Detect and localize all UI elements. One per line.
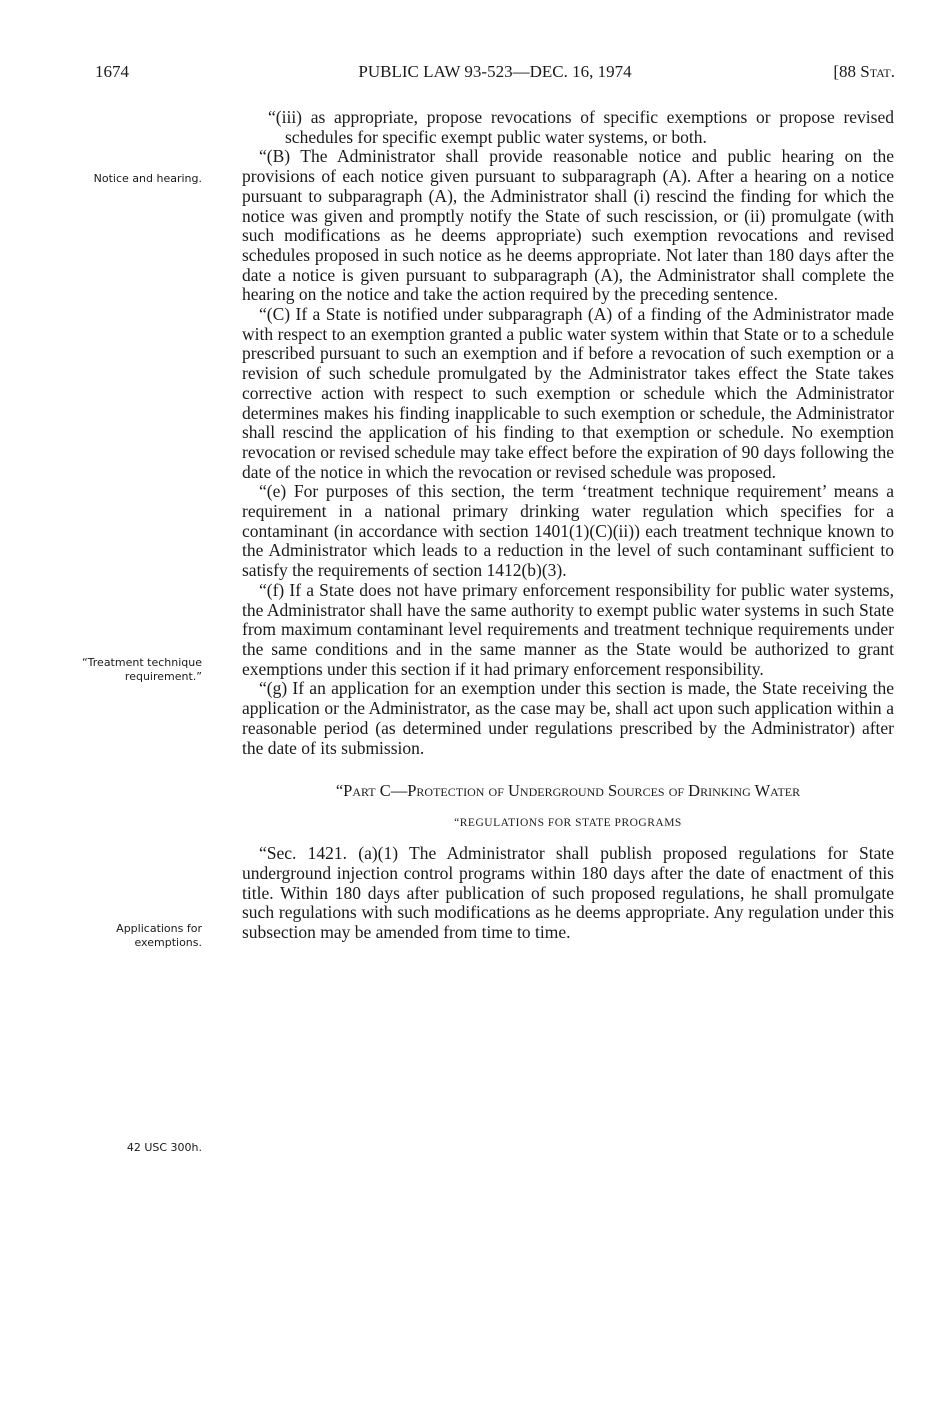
- volume-citation: [88 Stat.: [833, 62, 895, 81]
- running-title: PUBLIC LAW 93-523—DEC. 16, 1974: [358, 62, 632, 81]
- paragraph-f: “(f) If a State does not have primary enforcement responsibility for public water systems, the Administrator shall have the same authority to exempt public water systems in such State from maximum contaminant level requirements and treatment technique requirements under the same conditions and in the same manner as the State would be authorized to grant exemptions under this section if it had primary enforcement responsibility.: [242, 579, 894, 679]
- margin-note-treatment-technique: “Treatment technique requirement.”: [81, 656, 202, 683]
- paragraph-iii: “(iii) as appropriate, propose revocations of specific exemptions or propose revised schedules for specific exempt public water systems, or both.: [268, 107, 894, 147]
- section-subheading: “REGULATIONS FOR STATE PROGRAMS: [454, 817, 682, 830]
- page-number: 1674: [95, 62, 129, 81]
- margin-note-applications: Applications for exemptions.: [116, 922, 202, 949]
- part-heading: “Part C—Protection of Underground Sources of Drinking Water: [335, 781, 801, 801]
- paragraph-g: “(g) If an application for an exemption under this section is made, the State receiving the application or the Administrator, as the case may be, shall act upon such application within a reasonable period (as determined under regulations prescribed by the Administrator) after the date of its submission.: [242, 678, 894, 758]
- body-text: [242, 108, 894, 943]
- margin-note-usc-citation: 42 USC 300h.: [126, 1141, 202, 1154]
- margin-note-notice-and-hearing: Notice and hearing.: [93, 172, 202, 185]
- paragraph-b: “(B) The Administrator shall provide reasonable notice and public hearing on the provisions of each notice given pursuant to subparagraph (A). After a hearing on a notice pursuant to subparagraph (A), the Administrator shall (i) rescind the finding for which the notice was given and promptly notify the State of such rescission, or (ii) promulgate (with such modifications as he deems appropriate) such exemption revocations and revised schedules proposed in such notice as he deems appropriate. Not later than 180 days after the date a notice is given pursuant to subparagraph (A), the Administrator shall complete the hearing on the notice and take the action required by the preceding sentence.: [242, 146, 894, 305]
- paragraph-c: “(C) If a State is notified under subparagraph (A) of a finding of the Administrator made with respect to an exemption granted a public water system within that State or to a schedule prescribed pursuant to such an exemption and if before a revocation of such exemption or a revision of such schedule promulgated by the Administrator takes effect the State takes corrective action with respect to such exemption or schedule which the Administrator determines makes his finding inapplicable to such exemption or schedule, the Administrator shall rescind the application of his finding to that exemption or schedule. No exemption revocation or revised schedule may take effect before the expiration of 90 days following the date of the notice in which the revocation or revised schedule was proposed.: [242, 304, 894, 482]
- paragraph-sec-1421: “Sec. 1421. (a)(1) The Administrator shall publish proposed regulations for State underground injection control programs within 180 days after the date of enactment of this title. Within 180 days after publication of such proposed regulations, he shall promulgate such regulations with such modifications as he deems appropriate. Any regulation under this subsection may be amended from time to time.: [242, 843, 894, 943]
- paragraph-e: “(e) For purposes of this section, the term ‘treatment technique requirement’ means a requirement in a national primary drinking water regulation which specifies for a contaminant (in accordance with section 1401(1)(C)(ii)) each treatment technique known to the Administrator which leads to a reduction in the level of such contaminant sufficient to satisfy the requirements of section 1412(b)(3).: [242, 481, 894, 581]
- running-header: [95, 62, 895, 88]
